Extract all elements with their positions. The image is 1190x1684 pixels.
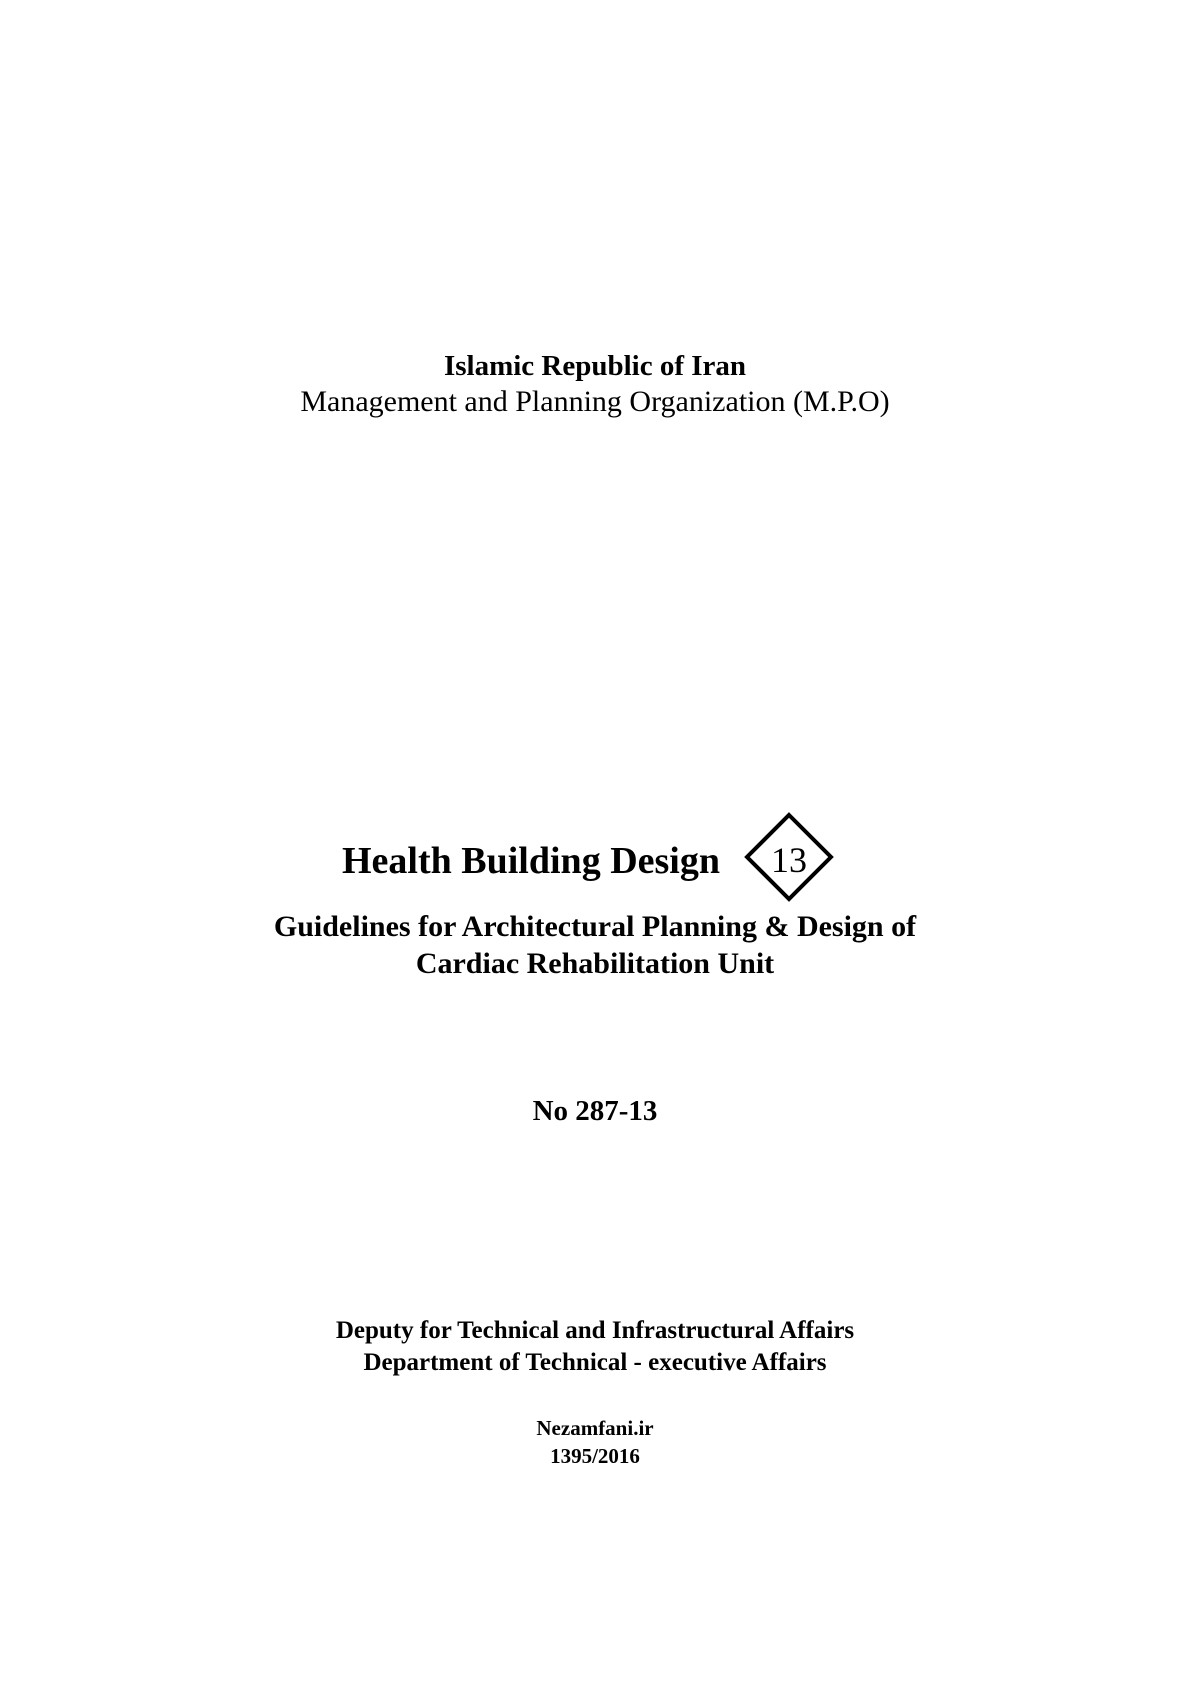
department-name: Department of Technical - executive Affairs (363, 1349, 827, 1376)
series-heading (0, 812, 1190, 902)
publication-year: 1395/2016 (550, 1444, 640, 1468)
website: Nezamfani.ir (536, 1416, 654, 1440)
volume-badge (744, 812, 834, 902)
guideline-title-line-1: Guidelines for Architectural Planning & Design of (273, 910, 917, 943)
publication-number: No 287-13 (532, 1095, 658, 1127)
organization-name: Management and Planning Organization (M.P.O) (300, 385, 890, 418)
deputy-name: Deputy for Technical and Infrastructural Affairs (335, 1317, 855, 1344)
guideline-title-line-2: Cardiac Rehabilitation Unit (415, 947, 775, 980)
series-title: Health Building Design (342, 840, 720, 882)
volume-number: 13 (771, 840, 807, 880)
country-name: Islamic Republic of Iran (443, 350, 747, 382)
